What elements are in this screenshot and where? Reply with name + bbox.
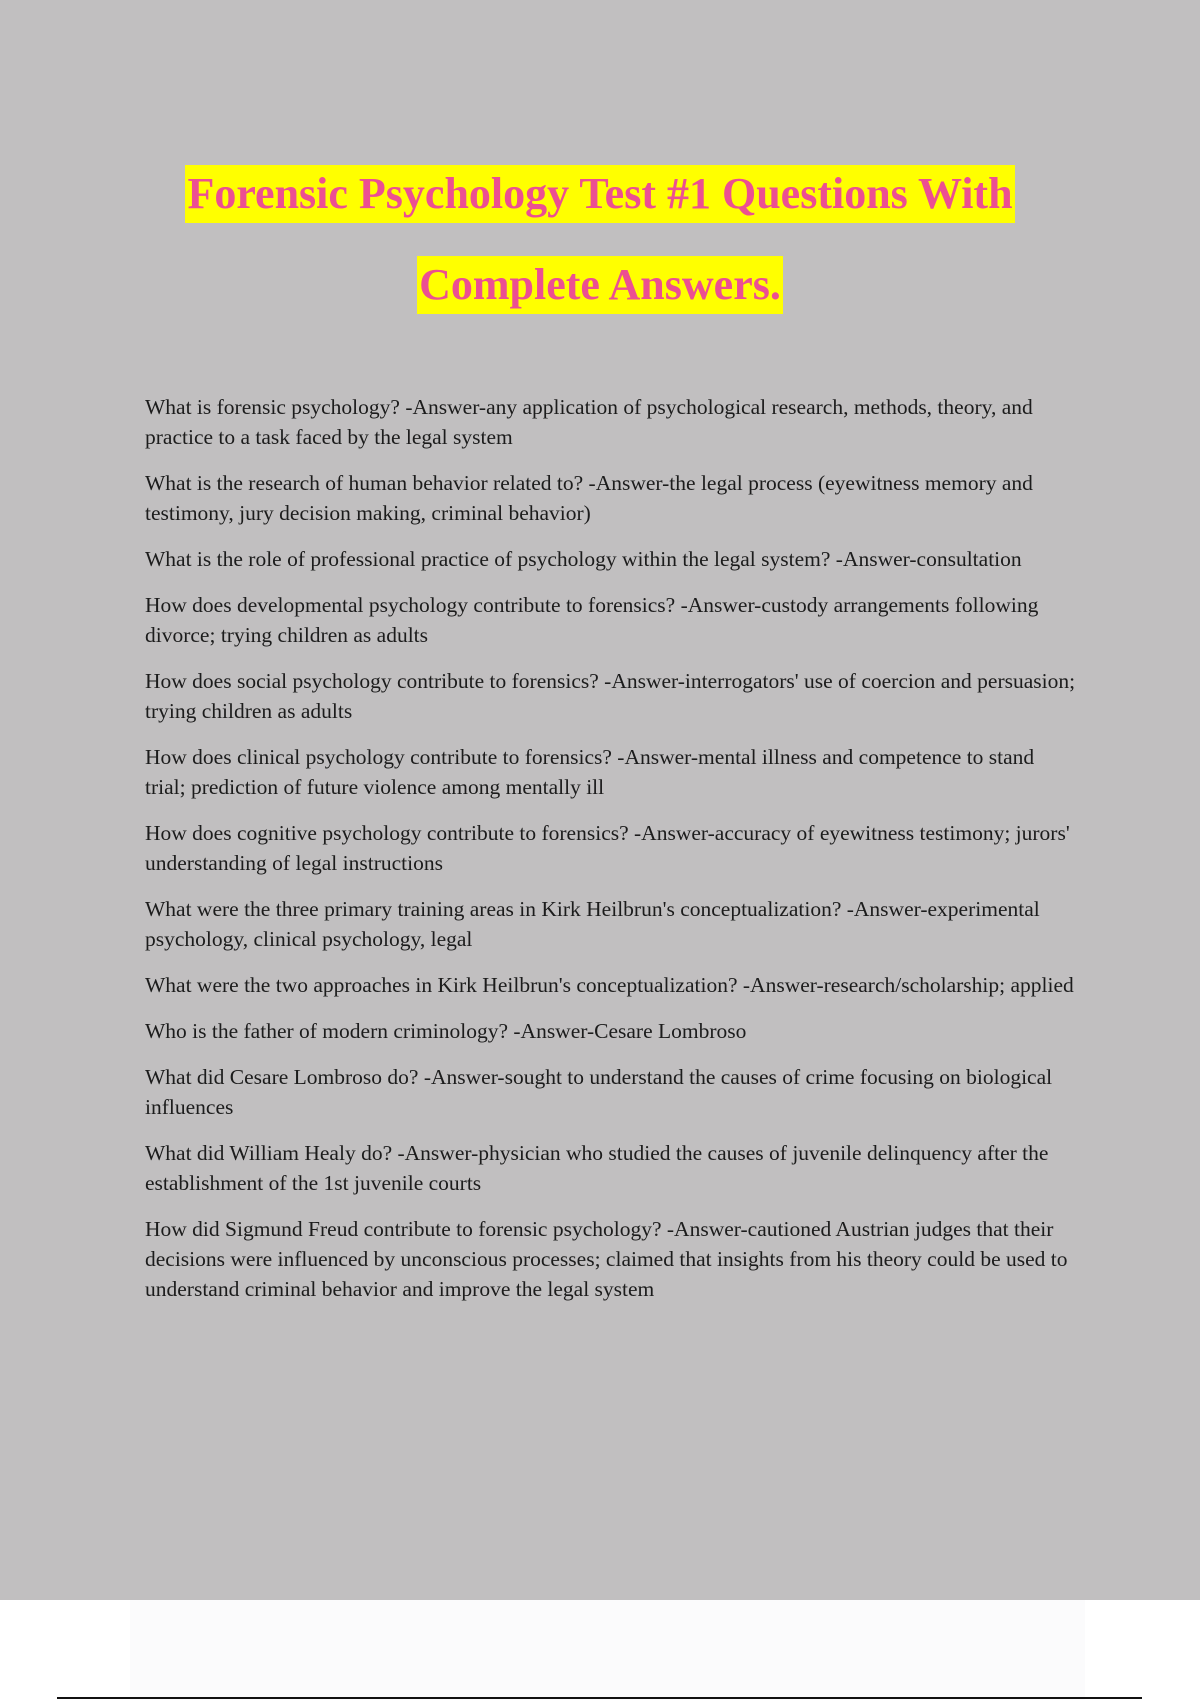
footer-divider [57,1697,1142,1699]
qa-item: How does developmental psychology contribute to forensics? -Answer-custody arrangements following divorce; trying children as adults [145,593,1039,647]
next-page-strip [130,1600,1085,1700]
qa-item: What were the three primary training areas in Kirk Heilbrun's conceptualization? -Answer-experimental psychology, clinical psychology, legal [145,897,1040,951]
page-bottom-margin [0,1600,1200,1700]
qa-item: What is forensic psychology? -Answer-any application of psychological research, methods, theory, and practice to a task faced by the legal system [145,395,1033,449]
qa-item: How does social psychology contribute to forensics? -Answer-interrogators' use of coercion and persuasion; trying children as adults [145,669,1076,723]
title-line-2: Complete Answers. [417,256,783,314]
qa-item: How does cognitive psychology contribute to forensics? -Answer-accuracy of eyewitness testimony; jurors' understanding of legal instructions [145,821,1070,875]
qa-item: What were the two approaches in Kirk Heilbrun's conceptualization? -Answer-research/scholarship; applied [145,973,1074,997]
qa-item: What is the research of human behavior related to? -Answer-the legal process (eyewitness memory and testimony, jury decision making, criminal behavior) [145,471,1033,525]
qa-item: How does clinical psychology contribute to forensics? -Answer-mental illness and competence to stand trial; prediction of future violence among mentally ill [145,745,1035,799]
qa-item: What is the role of professional practice of psychology within the legal system? -Answer-consultation [145,547,1022,571]
qa-item: What did Cesare Lombroso do? -Answer-sought to understand the causes of crime focusing on biological influences [145,1065,1053,1119]
qa-item: Who is the father of modern criminology? -Answer-Cesare Lombroso [145,1019,747,1043]
qa-list [145,392,1080,1320]
qa-item: How did Sigmund Freud contribute to forensic psychology? -Answer-cautioned Austrian judges that their decisions were influenced by unconscious processes; claimed that insights from his theory could be used to understand criminal behavior and improve the legal system [145,1217,1068,1301]
title-line-1: Forensic Psychology Test #1 Questions With [185,165,1014,223]
qa-item: What did William Healy do? -Answer-physician who studied the causes of juvenile delinquency after the establishment of the 1st juvenile courts [145,1141,1049,1195]
document-title [0,165,1200,314]
